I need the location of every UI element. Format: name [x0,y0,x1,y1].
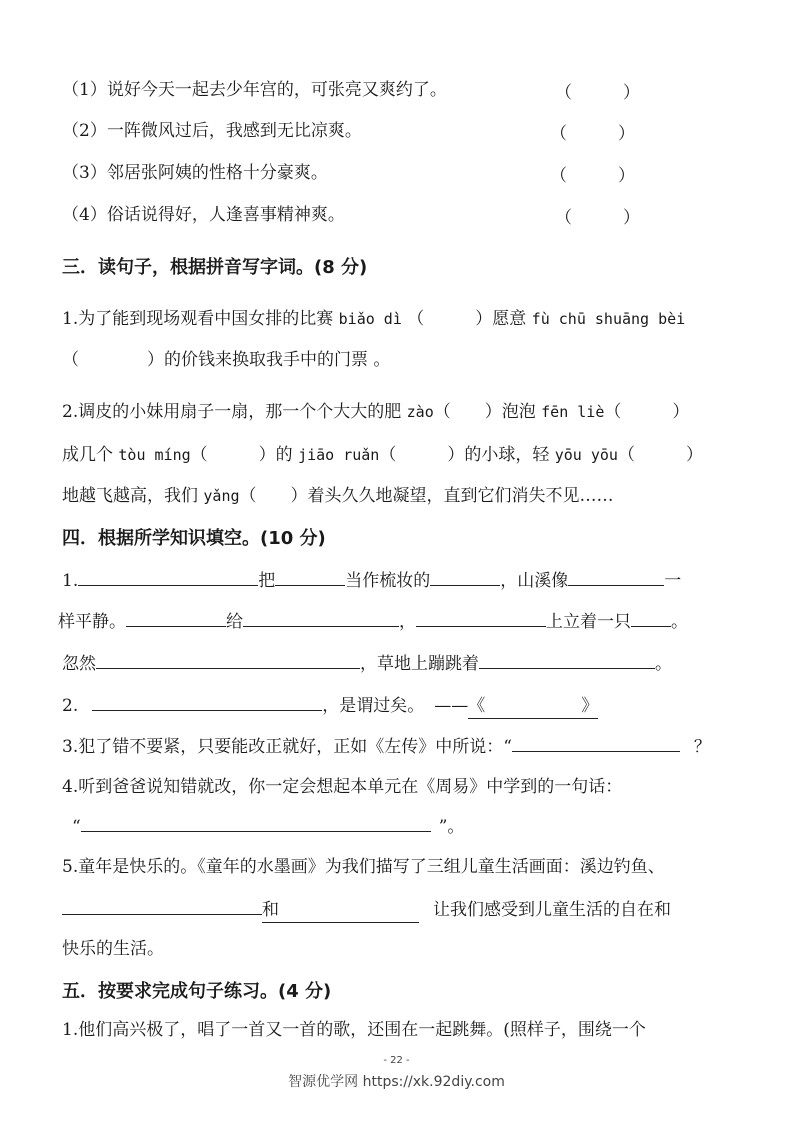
blank-14[interactable] [81,813,431,832]
answer-paren-2[interactable]: （ ） [550,124,635,144]
answer-paren-youyou[interactable]: （ ） [617,445,703,465]
s4-line2 [58,608,688,634]
s4-line6: 4.听到爸爸说知错就改，你一定会想起本单元在《周易》中学到的一句话： [62,777,623,797]
s4-l1-t4: ，山溪像 [500,571,569,591]
blank-8[interactable] [631,608,671,627]
s4-l7-open: “ [72,817,81,837]
page-number: - 22 - [383,1055,410,1066]
s4-l2-t1: 样平静。 [58,612,126,632]
s4-l5-t1: 3.犯了错不要紧，只要能改正就好，正如《左传》中所说：“ [62,737,512,757]
blank-9[interactable] [96,650,360,669]
pinyin-fuchu: fù chū shuāng bèi [531,310,686,328]
pinyin-jiaoruan: jiāo ruǎn [298,446,380,464]
blank-5[interactable] [126,608,226,627]
answer-paren-yang[interactable]: （ ）着头久久地凝望，直到它们消失不见…… [239,486,614,506]
pinyin-fenlie: fēn liè [541,403,605,421]
pinyin-touming: tòu míng [118,446,191,464]
s4-l1-t5: 一 [664,571,682,591]
answer-paren-3[interactable]: （ ） [550,166,635,186]
blank-13[interactable] [512,733,680,752]
blank-3[interactable] [430,567,500,586]
s4-l3-t1: 忽然 [62,654,96,674]
s4-l9-t2: 让我们感受到儿童生活的自在和 [433,900,671,920]
pinyin-youyou: yōu yōu [554,446,618,464]
section5-title: 五．按要求完成句子练习。(4 分) [62,981,332,1002]
s4-line1 [62,567,681,593]
blank-10[interactable] [479,650,655,669]
s4-line9 [62,896,671,923]
s4-l4-t2: ，是谓过矣。 [322,696,425,716]
section3-title: 三．读句子，根据拼音写字词。(8 分) [62,257,368,278]
q2-item-2: （2）一阵微风过后，我感到无比凉爽。 [62,121,362,141]
s3-q1-text: 1.为了能到现场观看中国女排的比赛 [62,309,334,329]
s4-l4-t4: 《 [468,696,486,716]
s4-line3 [62,650,672,676]
blank-2[interactable] [275,567,345,586]
q2-item-4: （4）俗话说得好，人逢喜事精神爽。 [62,205,345,225]
blank-1[interactable] [78,567,258,586]
answer-paren-fenlie[interactable]: （ ） [604,402,690,422]
pinyin-yang: yǎng [203,487,240,505]
answer-paren-biaodi[interactable]: （ ）愿意 [407,309,527,329]
s4-l2-t4: 上立着一只 [546,612,631,632]
answer-paren-touming[interactable]: （ ）的 [190,445,293,465]
blank-7[interactable] [416,608,546,627]
q2-item-3: （3）邻居张阿姨的性格十分豪爽。 [62,163,328,183]
section4-title: 四．根据所学知识填空。(10 分) [62,528,326,549]
s4-l4-num: 2. [62,696,79,716]
s4-l2-t3: ， [399,612,416,632]
s4-line8: 5.童年是快乐的。《童年的水墨画》为我们描写了三组儿童生活画面：溪边钓鱼、 [62,857,665,877]
answer-paren-4[interactable]: （ ） [555,208,640,228]
s4-l2-t2: 给 [226,612,243,632]
s5-line1: 1.他们高兴极了，唱了一首又一首的歌，还围在一起跳舞。(照样子，围绕一个 [62,1020,646,1040]
answer-paren-1[interactable]: （ ） [555,83,640,103]
s3-q2-text-c: 地越飞越高，我们 [62,486,198,506]
s4-l1-num: 1. [62,571,79,591]
s4-l4-dash: —— [434,696,469,716]
s4-line5 [62,733,711,759]
pinyin-zao: zào [406,403,434,421]
blank-6[interactable] [243,608,399,627]
pinyin-biaodi: biǎo dì [338,310,402,328]
blank-15[interactable] [62,896,262,915]
s4-l2-t5: 。 [671,612,688,632]
s3-q1-line1 [62,307,685,331]
s4-line7 [72,813,464,839]
blank-11[interactable] [92,692,322,711]
s4-l3-t2: ，草地上蹦跳着 [360,654,479,674]
q2-item-1: （1）说好今天一起去少年宫的，可张亮又爽约了。 [62,80,447,100]
s4-line10: 快乐的生活。 [62,939,164,959]
s3-q1-line2: （ ）的价钱来换取我手中的门票 。 [62,350,391,370]
s3-q2-text: 2.调皮的小妹用扇子一扇，那一个个大大的肥 [62,402,402,422]
s4-l3-t3: 。 [655,654,672,674]
s3-q2-line3 [62,484,614,508]
s4-l7-close: ”。 [438,817,465,837]
watermark-site: 智源优学网 https://xk.92diy.com [288,1074,505,1090]
s3-q2-line2 [62,443,703,467]
s3-q2-text-b: 成几个 [62,445,113,465]
s4-l9-and: 和 [262,900,279,920]
s4-l1-t3: 当作梳妆的 [345,571,431,591]
s4-line4 [62,692,598,719]
answer-paren-zao[interactable]: （ ）泡泡 [433,402,536,422]
s4-l5-t2: ？ [693,737,711,757]
blank-4[interactable] [568,567,664,586]
answer-paren-jiaoruan[interactable]: （ ）的小球，轻 [379,445,550,465]
s4-l4-t5: 》 [581,696,599,716]
s3-q2-line1 [62,400,689,424]
s4-l1-t2: 把 [258,571,276,591]
